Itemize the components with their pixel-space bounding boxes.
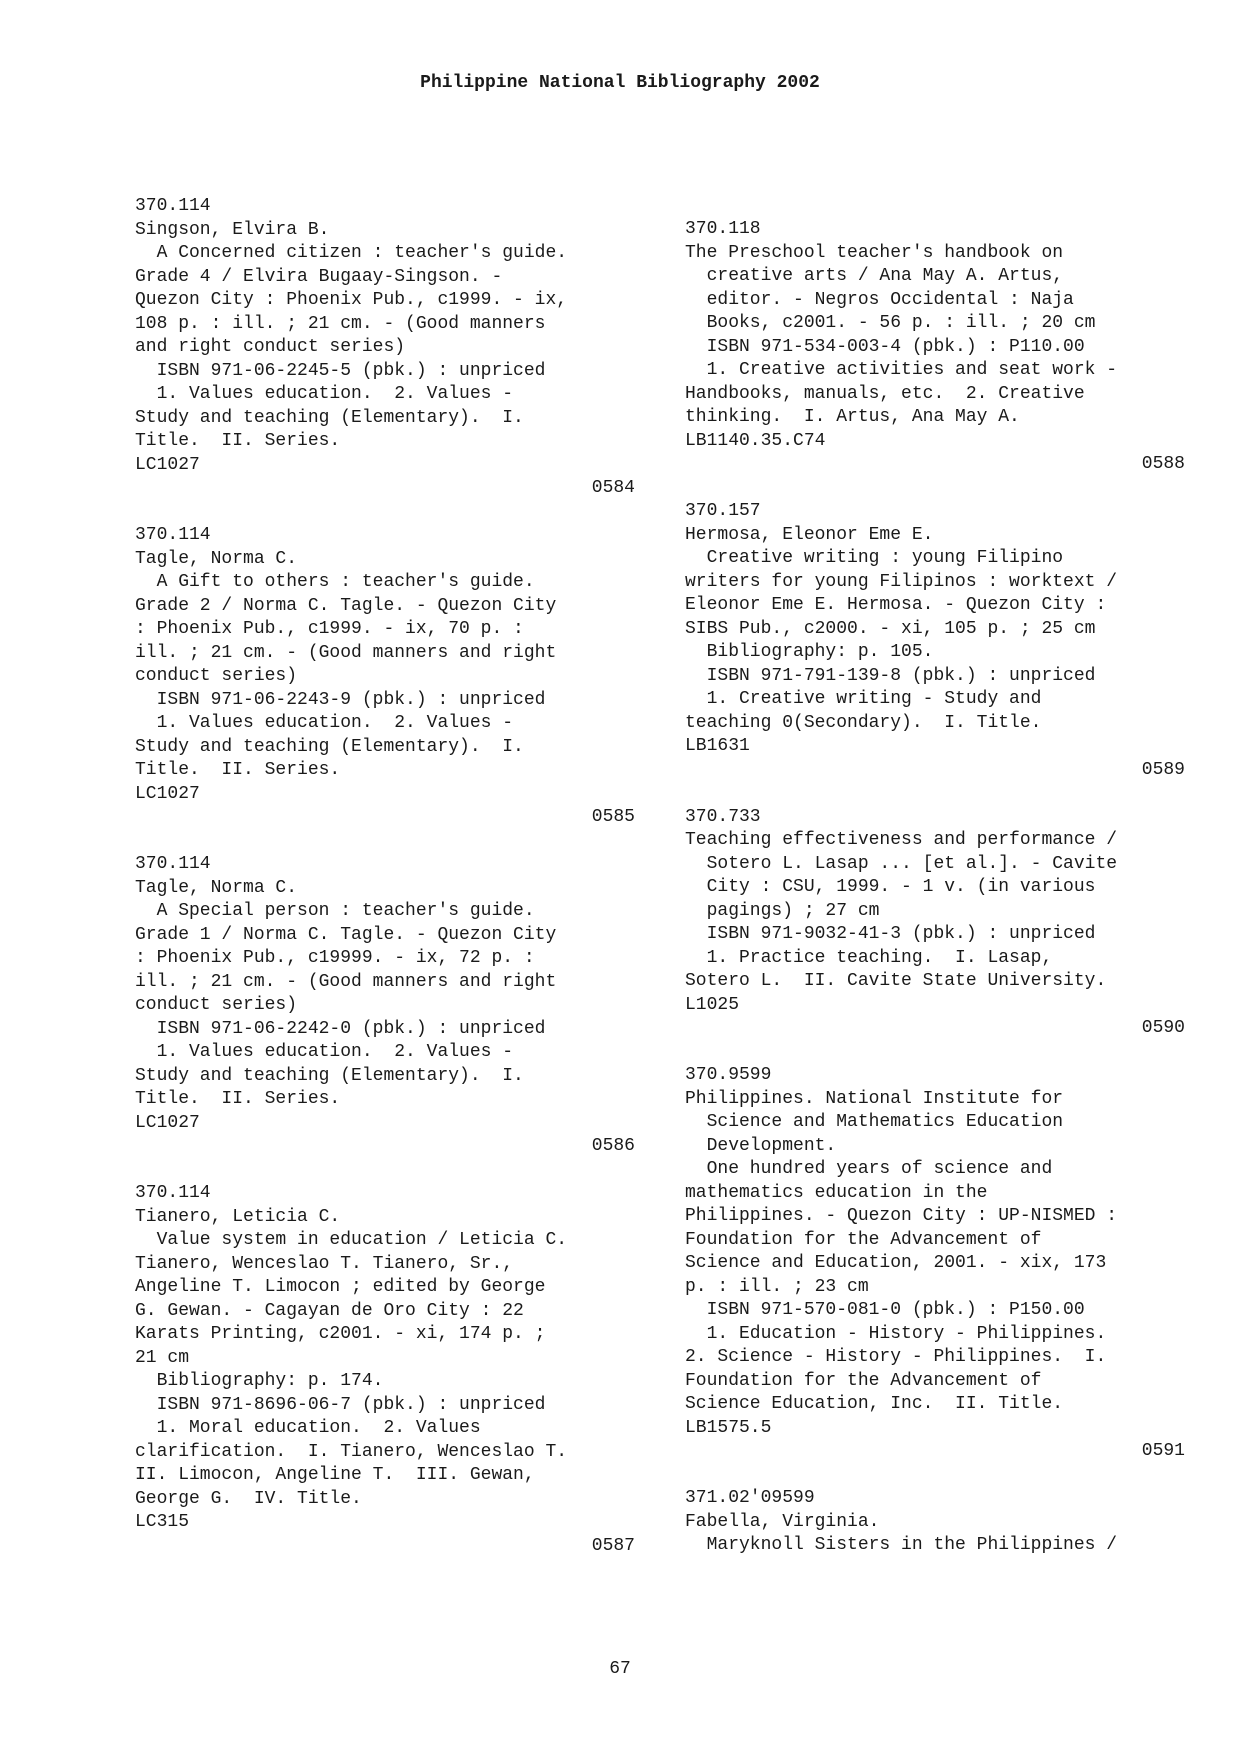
- entry-line: and right conduct series): [135, 337, 406, 357]
- bibliography-entry: [135, 195, 635, 501]
- entry-line: ISBN 971-8696-06-7 (pbk.) : unpriced: [135, 1394, 546, 1415]
- entry-line: Sotero L. II. Cavite State University.: [685, 971, 1107, 991]
- entry-number: 0589: [1141, 759, 1185, 780]
- entry-line: Eleonor Eme E. Hermosa. - Quezon City :: [685, 595, 1107, 615]
- entry-line: Creative writing : young Filipino: [685, 548, 1064, 568]
- entry-line: Tianero, Wenceslao T. Tianero, Sr.,: [135, 1253, 514, 1274]
- entry-line: 370.114: [135, 196, 211, 216]
- entry-line: Science Education, Inc. II. Title.: [685, 1394, 1064, 1414]
- entry-line: Karats Printing, c2001. - xi, 174 p. ;: [135, 1324, 546, 1344]
- entry-line: Grade 2 / Norma C. Tagle. - Quezon City: [135, 595, 557, 616]
- entry-line: 1. Values education. 2. Values -: [135, 713, 514, 733]
- entry-line: clarification. I. Tianero, Wenceslao T.: [135, 1441, 568, 1462]
- entry-line: Hermosa, Eleonor Eme E.: [685, 524, 934, 545]
- entry-line: Angeline T. Limocon ; edited by George: [135, 1277, 546, 1297]
- entry-line: SIBS Pub., c2000. - xi, 105 p. ; 25 cm: [685, 618, 1096, 639]
- entry-line: LC1027: [135, 783, 200, 804]
- entry-line: p. : ill. ; 23 cm: [685, 1276, 869, 1297]
- entry-line: 370.114: [135, 1183, 211, 1203]
- entry-line: mathematics education in the: [685, 1182, 988, 1203]
- entry-line: G. Gewan. - Cagayan de Oro City : 22: [135, 1300, 524, 1321]
- entry-line: 370.118: [685, 219, 761, 239]
- entry-line: Teaching effectiveness and performance /: [685, 830, 1118, 850]
- entry-line: The Preschool teacher's handbook on: [685, 242, 1064, 263]
- entry-line: Quezon City : Phoenix Pub., c1999. - ix,: [135, 290, 568, 310]
- entry-line: A Gift to others : teacher's guide.: [135, 572, 535, 592]
- entry-number: 0586: [591, 1136, 635, 1156]
- entry-line: conduct series): [135, 666, 298, 686]
- entry-line: City : CSU, 1999. - 1 v. (in various: [685, 877, 1096, 897]
- entry-line: 370.114: [135, 525, 211, 545]
- bibliography-entry: [135, 853, 635, 1159]
- entry-line: 1. Moral education. 2. Values: [135, 1418, 481, 1438]
- entry-line: II. Limocon, Angeline T. III. Gewan,: [135, 1465, 535, 1485]
- entry-line: 371.02'09599: [685, 1488, 815, 1508]
- bibliography-entry: [685, 1487, 1185, 1558]
- entry-line: ISBN 971-9032-41-3 (pbk.) : unpriced: [685, 924, 1096, 944]
- entry-line: ill. ; 21 cm. - (Good manners and right: [135, 971, 557, 992]
- entry-number: 0585: [591, 807, 635, 827]
- entry-line: Tagle, Norma C.: [135, 548, 298, 569]
- entry-line: Foundation for the Advancement of: [685, 1229, 1042, 1250]
- entry-line: Grade 1 / Norma C. Tagle. - Quezon City: [135, 924, 557, 945]
- entry-number: 0590: [1141, 1018, 1185, 1038]
- entry-line: Science and Mathematics Education: [685, 1112, 1064, 1132]
- entry-line: One hundred years of science and: [685, 1159, 1053, 1179]
- entry-line: editor. - Negros Occidental : Naja: [685, 289, 1074, 310]
- entry-line: : Phoenix Pub., c1999. - ix, 70 p. :: [135, 619, 524, 639]
- entry-line: Title. II. Series.: [135, 1089, 341, 1109]
- entry-line: Philippines. - Quezon City : UP-NISMED :: [685, 1206, 1118, 1226]
- bibliography-entry: [135, 524, 635, 830]
- entry-line: Books, c2001. - 56 p. : ill. ; 20 cm: [685, 313, 1096, 333]
- right-column: [685, 218, 1185, 1581]
- bibliography-entry: [135, 1182, 635, 1558]
- entry-line: : Phoenix Pub., c19999. - ix, 72 p. :: [135, 948, 535, 968]
- entry-line: Grade 4 / Elvira Bugaay-Singson. -: [135, 266, 503, 287]
- entry-line: Study and teaching (Elementary). I.: [135, 1065, 524, 1086]
- entry-line: 21 cm: [135, 1347, 190, 1368]
- entry-line: 1. Values education. 2. Values -: [135, 1042, 514, 1062]
- entry-line: 1. Creative writing - Study and: [685, 689, 1042, 709]
- entry-line: Study and teaching (Elementary). I.: [135, 736, 524, 757]
- entry-line: ISBN 971-06-2242-0 (pbk.) : unpriced: [135, 1018, 546, 1039]
- entry-number: 0584: [591, 478, 635, 498]
- entry-line: LC1027: [135, 454, 200, 475]
- entry-line: Maryknoll Sisters in the Philippines /: [685, 1535, 1118, 1555]
- page-title: Philippine National Bibliography 2002: [420, 73, 820, 93]
- entry-line: Bibliography: p. 174.: [135, 1371, 384, 1391]
- entry-line: 1. Creative activities and seat work -: [685, 360, 1118, 380]
- entry-line: ISBN 971-534-003-4 (pbk.) : P110.00: [685, 336, 1085, 357]
- entry-line: Value system in education / Leticia C.: [135, 1230, 568, 1250]
- entry-line: creative arts / Ana May A. Artus,: [685, 266, 1064, 286]
- entry-line: LB1140.35.C74: [685, 430, 826, 451]
- entry-line: Title. II. Series.: [135, 760, 341, 780]
- entry-line: Sotero L. Lasap ... [et al.]. - Cavite: [685, 853, 1118, 874]
- entry-line: LB1631: [685, 736, 750, 756]
- entry-line: teaching 0(Secondary). I. Title.: [685, 712, 1042, 733]
- entry-line: ISBN 971-06-2243-9 (pbk.) : unpriced: [135, 689, 546, 710]
- entry-line: LB1575.5: [685, 1417, 772, 1438]
- entry-line: Philippines. National Institute for: [685, 1088, 1064, 1109]
- entry-line: LC1027: [135, 1112, 200, 1133]
- entry-line: 108 p. : ill. ; 21 cm. - (Good manners: [135, 313, 546, 334]
- page-number: 67: [609, 1659, 631, 1679]
- bibliography-entry: [685, 500, 1185, 782]
- entry-line: Tianero, Leticia C.: [135, 1206, 341, 1227]
- entry-line: pagings) ; 27 cm: [685, 900, 880, 921]
- entry-line: 1. Practice teaching. I. Lasap,: [685, 947, 1053, 968]
- entry-line: Title. II. Series.: [135, 431, 341, 451]
- entry-line: LC315: [135, 1512, 190, 1532]
- entry-line: 1. Education - History - Philippines.: [685, 1323, 1107, 1344]
- entry-line: Singson, Elvira B.: [135, 219, 330, 240]
- entry-line: 2. Science - History - Philippines. I.: [685, 1347, 1107, 1367]
- entry-line: Development.: [685, 1135, 837, 1156]
- entry-line: ISBN 971-791-139-8 (pbk.) : unpriced: [685, 665, 1096, 686]
- entry-line: Study and teaching (Elementary). I.: [135, 407, 524, 428]
- entry-line: Fabella, Virginia.: [685, 1511, 880, 1532]
- entry-number: 0588: [1141, 454, 1185, 474]
- bibliography-entry: [685, 218, 1185, 477]
- entry-line: L1025: [685, 994, 740, 1015]
- entry-line: ISBN 971-06-2245-5 (pbk.) : unpriced: [135, 360, 546, 381]
- entry-line: George G. IV. Title.: [135, 1488, 362, 1509]
- left-column: [135, 195, 635, 1582]
- entry-line: 370.733: [685, 806, 761, 827]
- entry-line: writers for young Filipinos : worktext /: [685, 571, 1118, 592]
- entry-line: A Special person : teacher's guide.: [135, 901, 535, 921]
- bibliography-entry: [685, 806, 1185, 1041]
- entry-line: thinking. I. Artus, Ana May A.: [685, 407, 1020, 427]
- entry-line: ISBN 971-570-081-0 (pbk.) : P150.00: [685, 1300, 1085, 1320]
- entry-line: A Concerned citizen : teacher's guide.: [135, 243, 568, 263]
- entry-line: 370.9599: [685, 1065, 772, 1085]
- entry-line: 370.157: [685, 501, 761, 521]
- entry-line: Handbooks, manuals, etc. 2. Creative: [685, 383, 1085, 404]
- entry-line: Tagle, Norma C.: [135, 877, 298, 898]
- entry-line: Foundation for the Advancement of: [685, 1370, 1042, 1391]
- entry-line: 370.114: [135, 854, 211, 874]
- entry-line: Bibliography: p. 105.: [685, 642, 934, 662]
- bibliography-entry: [685, 1064, 1185, 1464]
- entry-number: 0587: [591, 1535, 635, 1556]
- entry-line: ill. ; 21 cm. - (Good manners and right: [135, 642, 557, 663]
- entry-number: 0591: [1141, 1441, 1185, 1461]
- entry-line: Science and Education, 2001. - xix, 173: [685, 1253, 1107, 1273]
- entry-line: 1. Values education. 2. Values -: [135, 384, 514, 404]
- entry-line: conduct series): [135, 995, 298, 1015]
